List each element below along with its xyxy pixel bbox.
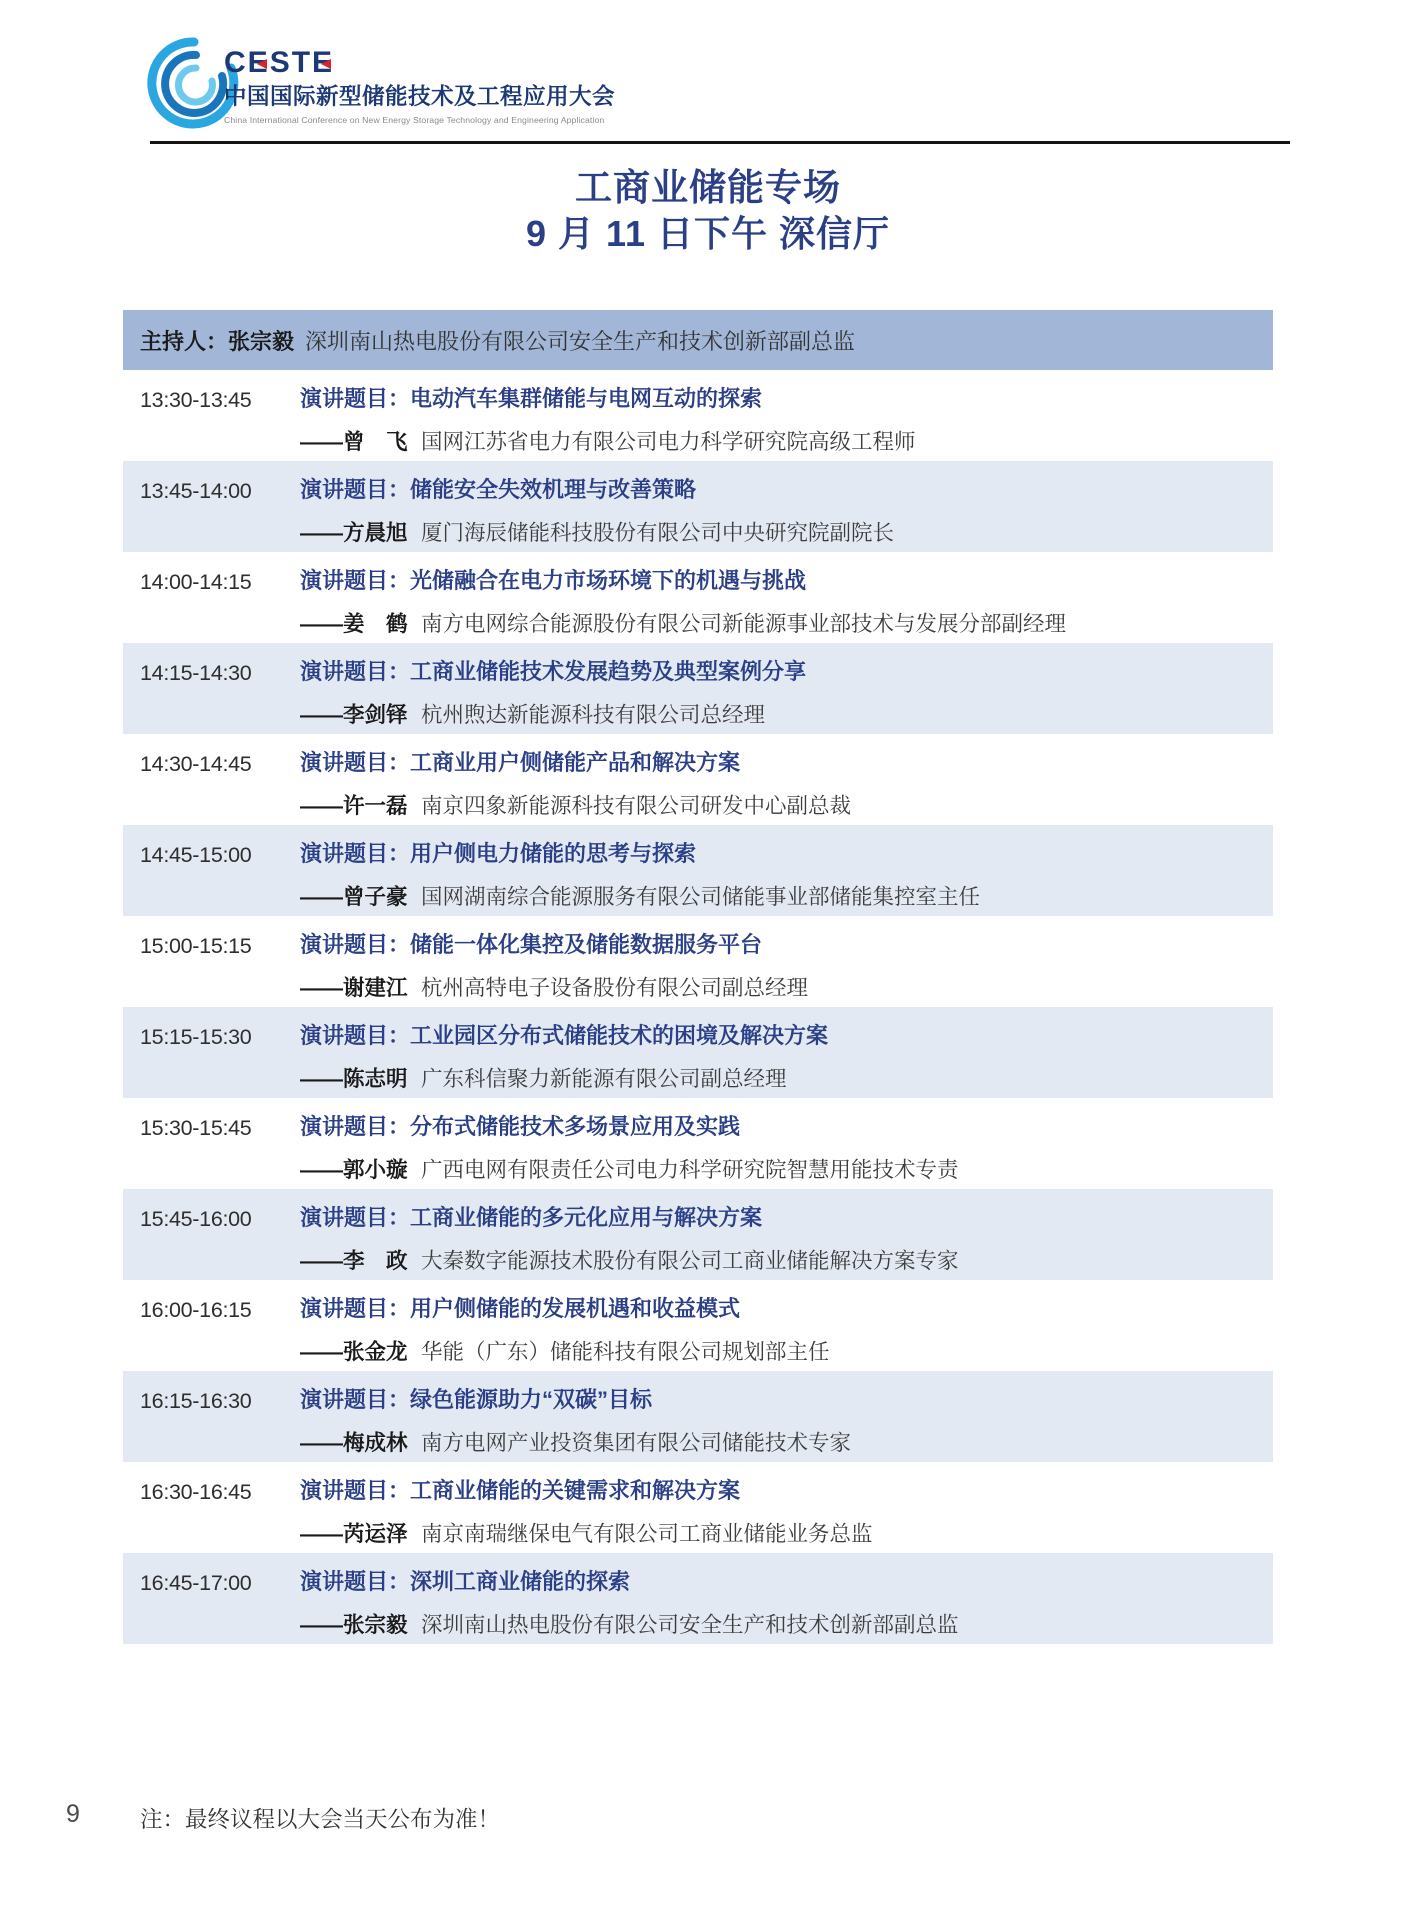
session-topic: 演讲题目：用户侧电力储能的思考与探索 bbox=[300, 841, 697, 866]
session-affiliation: 大秦数字能源技术股份有限公司工商业储能解决方案专家 bbox=[420, 1249, 959, 1273]
session-time: 15:00-15:15 bbox=[140, 934, 252, 958]
session-affiliation: 华能（广东）储能科技有限公司规划部主任 bbox=[420, 1340, 830, 1364]
speaker-line bbox=[300, 1429, 1273, 1460]
session-speaker: ——张宗毅 bbox=[300, 1613, 408, 1637]
session-row bbox=[123, 1007, 1273, 1098]
session-time: 15:45-16:00 bbox=[140, 1207, 252, 1231]
session-affiliation: 南京南瑞继保电气有限公司工商业储能业务总监 bbox=[420, 1522, 873, 1546]
speaker-line bbox=[300, 974, 1273, 1005]
session-row bbox=[123, 825, 1273, 916]
session-time: 14:45-15:00 bbox=[140, 843, 252, 867]
session-topic: 演讲题目：电动汽车集群储能与电网互动的探索 bbox=[300, 386, 763, 411]
session-speaker: ——谢建江 bbox=[300, 976, 408, 1000]
session-row bbox=[123, 916, 1273, 1007]
session-speaker: ——许一磊 bbox=[300, 794, 408, 818]
speaker-line bbox=[300, 701, 1273, 732]
session-speaker: ——李剑铎 bbox=[300, 703, 408, 727]
session-row bbox=[123, 1098, 1273, 1189]
session-affiliation: 南方电网产业投资集团有限公司储能技术专家 bbox=[420, 1431, 851, 1455]
session-row bbox=[123, 643, 1273, 734]
logo-subtitle-en: China International Conference on New Energy Storage Technology and Engineering Application bbox=[224, 115, 605, 125]
session-affiliation: 广东科信聚力新能源有限公司副总经理 bbox=[420, 1067, 787, 1091]
session-affiliation: 南京四象新能源科技有限公司研发中心副总裁 bbox=[420, 794, 851, 818]
session-topic: 演讲题目：储能安全失效机理与改善策略 bbox=[300, 477, 697, 502]
session-topic: 演讲题目：储能一体化集控及储能数据服务平台 bbox=[300, 932, 763, 957]
logo-wordmark bbox=[224, 46, 615, 79]
conference-logo bbox=[138, 34, 615, 132]
session-topic: 演讲题目：用户侧储能的发展机遇和收益模式 bbox=[300, 1296, 741, 1321]
session-affiliation: 杭州高特电子设备股份有限公司副总经理 bbox=[420, 976, 808, 1000]
session-row bbox=[123, 1189, 1273, 1280]
session-time: 16:00-16:15 bbox=[140, 1298, 252, 1322]
speaker-line bbox=[300, 519, 1273, 550]
header-divider bbox=[150, 141, 1290, 144]
session-speaker: ——曾 飞 bbox=[300, 430, 408, 454]
page-title: 工商业储能专场 bbox=[575, 167, 841, 208]
session-time: 15:15-15:30 bbox=[140, 1025, 252, 1049]
page-subtitle: 9 月 11 日下午 深信厅 bbox=[525, 213, 891, 254]
logo-letter-arrow: E bbox=[312, 46, 335, 79]
footer-note: 注：最终议程以大会当天公布为准！ bbox=[140, 1807, 501, 1832]
logo-letter: T bbox=[291, 46, 313, 79]
session-row bbox=[123, 461, 1273, 552]
session-speaker: ——芮运泽 bbox=[300, 1522, 408, 1546]
logo-letter-arrow: E bbox=[247, 46, 270, 79]
session-row bbox=[123, 370, 1273, 461]
host-row bbox=[123, 310, 1273, 370]
host-affiliation: 深圳南山热电股份有限公司安全生产和技术创新部副总监 bbox=[305, 328, 856, 354]
speaker-line bbox=[300, 792, 1273, 823]
session-row bbox=[123, 552, 1273, 643]
host-label: 主持人：张宗毅 bbox=[140, 328, 295, 354]
session-affiliation: 国网江苏省电力有限公司电力科学研究院高级工程师 bbox=[420, 430, 916, 454]
speaker-line bbox=[300, 1520, 1273, 1551]
session-speaker: ——姜 鹤 bbox=[300, 612, 408, 636]
session-topic: 演讲题目：深圳工商业储能的探索 bbox=[300, 1569, 631, 1594]
session-speaker: ——陈志明 bbox=[300, 1067, 408, 1091]
logo-letter: C bbox=[224, 46, 248, 79]
session-affiliation: 杭州煦达新能源科技有限公司总经理 bbox=[420, 703, 765, 727]
speaker-line bbox=[300, 1611, 1273, 1642]
session-row bbox=[123, 734, 1273, 825]
session-affiliation: 南方电网综合能源股份有限公司新能源事业部技术与发展分部副经理 bbox=[420, 612, 1066, 636]
session-time: 16:45-17:00 bbox=[140, 1571, 252, 1595]
session-topic: 演讲题目：工商业储能的多元化应用与解决方案 bbox=[300, 1205, 763, 1230]
agenda-table bbox=[123, 310, 1273, 1644]
speaker-line bbox=[300, 610, 1273, 641]
speaker-line bbox=[300, 1156, 1273, 1187]
session-topic: 演讲题目：工业园区分布式储能技术的困境及解决方案 bbox=[300, 1023, 829, 1048]
speaker-line bbox=[300, 1338, 1273, 1369]
session-time: 16:30-16:45 bbox=[140, 1480, 252, 1504]
session-speaker: ——李 政 bbox=[300, 1249, 408, 1273]
speaker-line bbox=[300, 1247, 1273, 1278]
session-time: 15:30-15:45 bbox=[140, 1116, 252, 1140]
session-speaker: ——郭小璇 bbox=[300, 1158, 408, 1182]
session-row bbox=[123, 1553, 1273, 1644]
session-time: 14:30-14:45 bbox=[140, 752, 252, 776]
speaker-line bbox=[300, 883, 1273, 914]
session-affiliation: 广西电网有限责任公司电力科学研究院智慧用能技术专责 bbox=[420, 1158, 959, 1182]
session-topic: 演讲题目：工商业储能技术发展趋势及典型案例分享 bbox=[300, 659, 807, 684]
session-topic: 演讲题目：工商业用户侧储能产品和解决方案 bbox=[300, 750, 741, 775]
session-speaker: ——梅成林 bbox=[300, 1431, 408, 1455]
session-topic: 演讲题目：分布式储能技术多场景应用及实践 bbox=[300, 1114, 741, 1139]
session-speaker: ——张金龙 bbox=[300, 1340, 408, 1364]
session-affiliation: 深圳南山热电股份有限公司安全生产和技术创新部副总监 bbox=[420, 1613, 959, 1637]
session-row bbox=[123, 1462, 1273, 1553]
session-affiliation: 厦门海辰储能科技股份有限公司中央研究院副院长 bbox=[420, 521, 894, 545]
session-time: 14:15-14:30 bbox=[140, 661, 252, 685]
logo-letter: S bbox=[269, 46, 292, 79]
session-time: 16:15-16:30 bbox=[140, 1389, 252, 1413]
logo-title-cn: 中国国际新型储能技术及工程应用大会 bbox=[224, 84, 616, 109]
session-topic: 演讲题目：绿色能源助力“双碳”目标 bbox=[300, 1387, 653, 1412]
page-number: 9 bbox=[66, 1800, 80, 1828]
session-row bbox=[123, 1280, 1273, 1371]
speaker-line bbox=[300, 1065, 1273, 1096]
session-topic: 演讲题目：光储融合在电力市场环境下的机遇与挑战 bbox=[300, 568, 807, 593]
session-speaker: ——方晨旭 bbox=[300, 521, 408, 545]
speaker-line bbox=[300, 428, 1273, 459]
session-time: 14:00-14:15 bbox=[140, 570, 252, 594]
session-topic: 演讲题目：工商业储能的关键需求和解决方案 bbox=[300, 1478, 741, 1503]
session-speaker: ——曾子豪 bbox=[300, 885, 408, 909]
session-affiliation: 国网湖南综合能源服务有限公司储能事业部储能集控室主任 bbox=[420, 885, 980, 909]
session-time: 13:45-14:00 bbox=[140, 479, 252, 503]
session-row bbox=[123, 1371, 1273, 1462]
session-rows bbox=[123, 370, 1273, 1644]
session-time: 13:30-13:45 bbox=[140, 388, 252, 412]
